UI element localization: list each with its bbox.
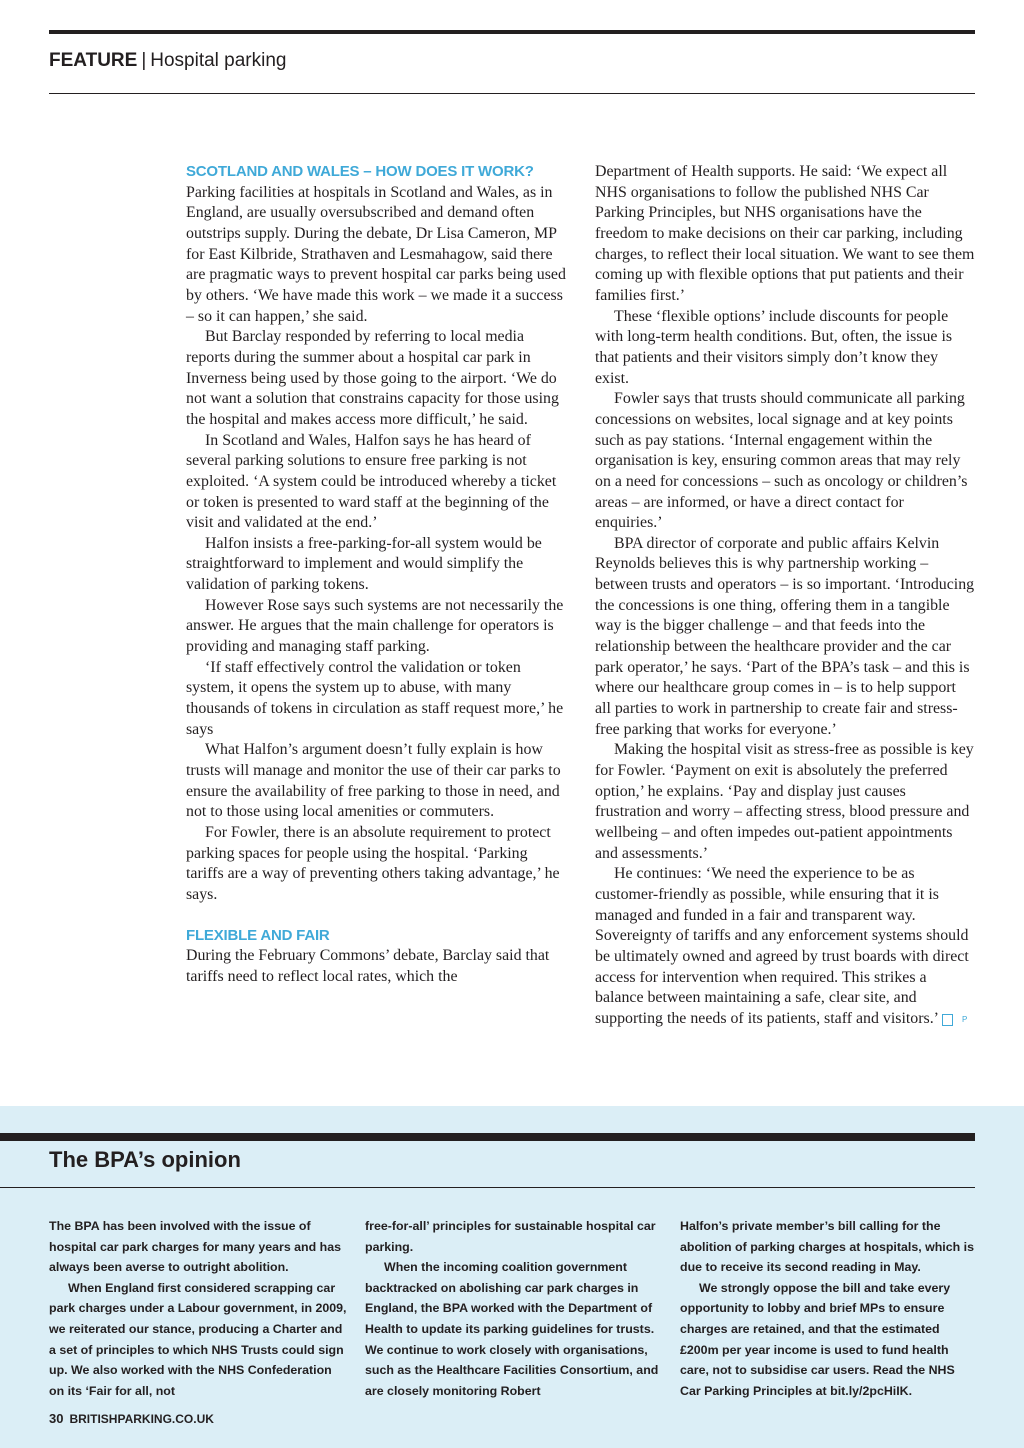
page-footer bbox=[49, 1411, 214, 1427]
article-paragraph bbox=[595, 307, 975, 390]
section-topic: Hospital parking bbox=[150, 50, 287, 71]
article-paragraph bbox=[595, 864, 975, 1029]
opinion-top-rule bbox=[0, 1133, 975, 1141]
article-column-right bbox=[595, 162, 975, 1030]
header-rule bbox=[49, 93, 975, 94]
section-label: FEATURE bbox=[49, 50, 138, 71]
opinion-paragraph: free-for-all’ principles for sustainable hospital car parking. bbox=[365, 1219, 656, 1254]
nhs-principles-link[interactable]: bit.ly/2pcHiIK bbox=[830, 1383, 909, 1398]
end-of-article-icon: P bbox=[942, 1014, 953, 1026]
article-paragraph bbox=[186, 658, 566, 741]
opinion-title: The BPA’s opinion bbox=[49, 1147, 241, 1172]
article-paragraph bbox=[595, 534, 975, 741]
opinion-paragraph: Halfon’s private member’s bill calling for the abolition of parking charges at hospitals, which is due to receive its second reading in May. bbox=[680, 1219, 974, 1275]
top-rule bbox=[49, 30, 975, 34]
opinion-column-3 bbox=[680, 1216, 978, 1401]
subheading bbox=[186, 162, 566, 183]
paragraph-text: However Rose says such systems are not necessarily the answer. He argues that the main challenge for operators is providing and managing staff parking. bbox=[186, 596, 564, 656]
paragraph-text: He continues: ‘We need the experience to be as customer-friendly as possible, while ensuring that it is managed and funded in a fair and transparent way. Sovereignty of tariffs and any enforcement systems should be ultimately owned and agreed by trust boards with direct access for intervention when required. This strikes a balance between maintaining a safe, clear site, and supporting the needs of its patients, staff and visitors.’ bbox=[595, 865, 969, 1027]
article-paragraph bbox=[595, 740, 975, 864]
opinion-paragraph-final bbox=[680, 1278, 978, 1402]
article-paragraph bbox=[186, 431, 566, 534]
paragraph-text: These ‘flexible options’ include discounts for people with long-term health conditions. But, often, the issue is that patients and their visitors simply don’t know they exist. bbox=[595, 307, 953, 387]
paragraph-text: Parking facilities at hospitals in Scotland and Wales, as in England, are usually oversubscribed and demand often outstrips supply. During the debate, Dr Lisa Cameron, MP for East Kilbride, Strathaven and Lesmahagow, said there are pragmatic ways to prevent hospital car parks being used by others. ‘We have made this work – we made it a success – so it can happen,’ she said. bbox=[186, 183, 566, 325]
article-paragraph bbox=[595, 162, 975, 307]
paragraph-text: But Barclay responded by referring to local media reports during the summer about a hospital car park in Inverness being used by those going to the airport. ‘We do not want a solution that constrains capacity for those using the hospital and makes access more difficult,’ he said. bbox=[186, 328, 559, 428]
paragraph-text: Department of Health supports. He said: ‘We expect all NHS organisations to follow the published NHS Car Parking Principles, but NHS organisations have the freedom to make decisions on their car parking, including charges, to reflect their local situation. We want to see them coming up with flexible options that put patients and their families first.’ bbox=[595, 163, 975, 304]
article-paragraph bbox=[186, 740, 566, 823]
opinion-title-rule bbox=[0, 1187, 975, 1188]
page-number: 30 bbox=[49, 1411, 64, 1426]
subheading-text: SCOTLAND AND WALES – HOW DOES IT WORK? bbox=[186, 163, 534, 180]
article-paragraph bbox=[595, 389, 975, 534]
article-paragraph bbox=[186, 823, 566, 906]
opinion-paragraph: When the incoming coalition government backtracked on abolishing car park charges in England, the BPA worked with the Department of Health to update its parking guidelines for trusts. We continue to work closely with organisations, such as the Healthcare Facilities Consortium, and are closely monitoring Robert bbox=[365, 1260, 659, 1398]
header-separator: | bbox=[141, 50, 147, 71]
article-paragraph bbox=[186, 596, 566, 658]
paragraph-text: BPA director of corporate and public affairs Kelvin Reynolds believes this is why partnership working – between trusts and operators – is so important. ‘Introducing the concessions is one thing, offering them in a tangible way is the bigger challenge – and that feeds into the relationship between the healthcare provider and the car park operator,’ he says. ‘Part of the BPA’s task – and this is where our healthcare group comes in – is to help support all parties to work in partnership to create fair and stress-free parking that works for everyone.’ bbox=[595, 534, 975, 738]
paragraph-text: Halfon insists a free-parking-for-all system would be straightforward to implement and would simplify the validation of parking tokens. bbox=[186, 534, 542, 594]
paragraph-text: Fowler says that trusts should communicate all parking concessions on websites, local signage and at key points such as pay stations. ‘Internal engagement within the organisation is key, ensuring common areas that may rely on a need for concessions – such as oncology or children’s areas – are informed, or have a direct contact for enquiries.’ bbox=[595, 390, 968, 532]
paragraph-text: Making the hospital visit as stress-free as possible is key for Fowler. ‘Payment on exit is absolutely the preferred option,’ he explains. ‘Pay and display just causes frustration and worry – affecting stress, blood pressure and wellbeing – and often impedes out-patient appointments and assessments.’ bbox=[595, 741, 974, 862]
article-paragraph bbox=[186, 327, 566, 430]
opinion-column-2 bbox=[365, 1216, 663, 1401]
bpa-opinion-box bbox=[0, 1106, 1024, 1448]
site-url: BRITISHPARKING.CO.UK bbox=[69, 1412, 214, 1426]
opinion-paragraph: The BPA has been involved with the issue of hospital car park charges for many years and has always been averse to outright abolition. bbox=[49, 1219, 341, 1275]
paragraph-text: ‘If staff effectively control the validation or token system, it opens the system up to abuse, with many thousands of tokens in circulation as staff request more,’ he says bbox=[186, 658, 564, 738]
subheading-text: FLEXIBLE AND FAIR bbox=[186, 926, 330, 944]
article-paragraph bbox=[186, 183, 566, 328]
article-paragraph bbox=[186, 946, 566, 987]
paragraph-text: What Halfon’s argument doesn’t fully explain is how trusts will manage and monitor the use of their car parks to ensure the availability of free parking to those in need, and not to those using local amenities or commuters. bbox=[186, 741, 561, 821]
section-header bbox=[49, 49, 287, 73]
opinion-paragraph-text: We strongly oppose the bill and take every opportunity to lobby and brief MPs to ensure charges are retained, and that the estimated £200m per year income is used to fund health care, not to subsidise car users. Read the NHS Car Parking Principles at bbox=[680, 1280, 955, 1398]
opinion-paragraph: When England first considered scrapping car park charges under a Labour government, in 2009, we reiterated our stance, producing a Charter and a set of principles to which NHS Trusts could sign up. We also worked with the NHS Confederation on its ‘Fair for all, not bbox=[49, 1280, 347, 1398]
paragraph-text: For Fowler, there is an absolute requirement to protect parking spaces for people using the hospital. ‘Parking tariffs are a way of preventing others taking advantage,’ he says. bbox=[186, 824, 560, 903]
article-paragraph bbox=[186, 534, 566, 596]
link-suffix: . bbox=[908, 1383, 913, 1398]
subheading bbox=[186, 926, 566, 947]
article-column-left bbox=[186, 162, 566, 988]
opinion-column-1 bbox=[49, 1216, 347, 1401]
paragraph-text: In Scotland and Wales, Halfon says he has heard of several parking solutions to ensure free parking is not exploited. ‘A system could be introduced whereby a ticket or token is presented to ward staff at the beginning of the visit and validated at the end.’ bbox=[186, 431, 557, 532]
paragraph-text: During the February Commons’ debate, Barclay said that tariffs need to reflect local rates, which the bbox=[186, 947, 550, 985]
